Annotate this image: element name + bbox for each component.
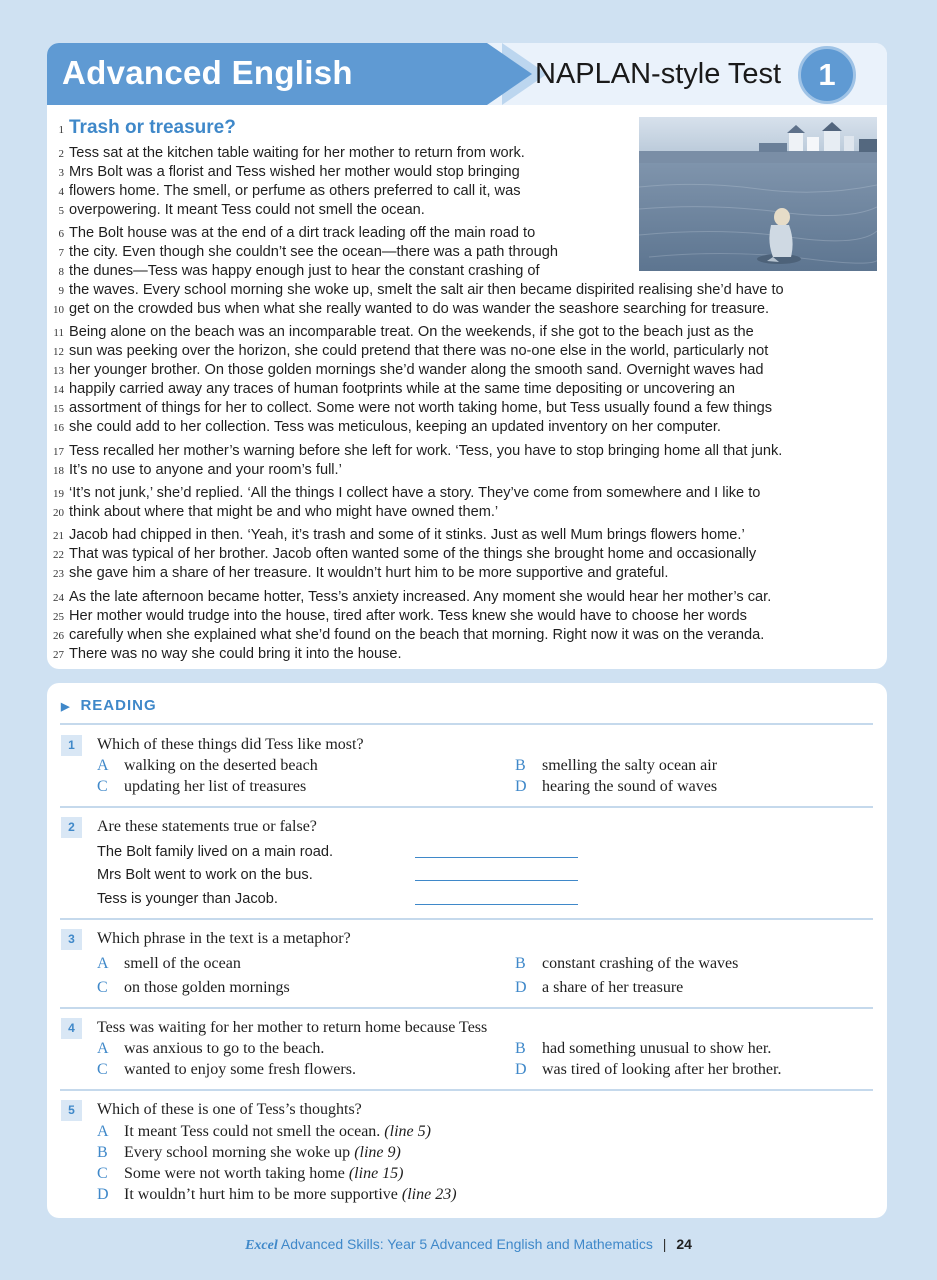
option-letter: C [97, 778, 108, 795]
line-text: Mrs Bolt was a florist and Tess wished her mother would stop bringing [69, 164, 520, 180]
divider [60, 1007, 873, 1009]
line-number: 5 [58, 205, 64, 217]
line-number: 22 [53, 549, 64, 561]
answer-option-c[interactable] [97, 1165, 404, 1183]
line-text: get on the crowded bus when what she really wanted to do was wander the seashore searching for treasure. [69, 301, 770, 317]
banner-chevron [487, 43, 532, 105]
line-number: 11 [53, 327, 64, 339]
line-number: 27 [53, 649, 64, 661]
option-letter: C [97, 1165, 108, 1182]
line-text: assortment of things for her to collect. Some were not worth taking home, but Tess usually found a few things [69, 400, 773, 416]
passage-line [47, 644, 402, 664]
line-text: think about where that might be and who might have owned them.’ [69, 504, 499, 520]
option-text: hearing the sound of waves [542, 778, 718, 795]
option-text: Some were not worth taking home [124, 1165, 345, 1182]
line-number: 13 [53, 365, 64, 377]
line-number: 1 [58, 124, 64, 136]
option-letter: B [515, 1040, 526, 1057]
line-number: 4 [58, 186, 64, 198]
question-text: Which phrase in the text is a metaphor? [97, 930, 351, 947]
option-letter: D [515, 979, 527, 996]
option-text: It meant Tess could not smell the ocean. [124, 1123, 381, 1140]
line-number: 24 [53, 592, 64, 604]
line-reference: (line 15) [348, 1165, 404, 1182]
answer-option-c[interactable] [97, 979, 290, 997]
option-text: had something unusual to show her. [542, 1040, 772, 1057]
line-text: That was typical of her brother. Jacob often wanted some of the things she brought home and occasionally [69, 546, 757, 562]
line-reference: (line 23) [401, 1186, 457, 1203]
line-reference: (line 9) [354, 1144, 401, 1161]
divider [60, 723, 873, 725]
line-text: Jacob had chipped in then. ‘Yeah, it’s trash and some of it stinks. Just as well Mum brings flowers home.’ [69, 527, 745, 543]
line-number: 18 [53, 465, 64, 477]
line-text: the waves. Every school morning she woke up, smelt the salt air then became dispirited realising she’d have to [69, 282, 784, 298]
line-number: 14 [53, 384, 64, 396]
passage-line [47, 360, 763, 380]
line-text: her younger brother. On those golden mornings she’d wander along the smooth sand. Overnight waves had [69, 362, 764, 378]
series-name: Advanced Skills: [280, 1236, 384, 1252]
option-text: wanted to enjoy some fresh flowers. [124, 1061, 356, 1078]
answer-option-d[interactable] [515, 778, 717, 796]
answer-option-b[interactable] [515, 955, 738, 973]
passage-line [47, 502, 498, 522]
question-text: Which of these things did Tess like most? [97, 736, 364, 753]
question-text: Tess was waiting for her mother to return home because Tess [97, 1019, 488, 1036]
line-number: 12 [53, 346, 64, 358]
divider [60, 918, 873, 920]
page-footer [0, 1236, 937, 1254]
line-number: 15 [53, 403, 64, 415]
passage-line [47, 143, 525, 163]
question-number: 1 [61, 735, 82, 756]
passage-line [47, 162, 520, 182]
beach-photo [639, 117, 877, 271]
answer-line[interactable] [415, 857, 578, 858]
line-text: happily carried away any traces of human footprints while at the same time depositing or uncovering an [69, 381, 735, 397]
divider [60, 1089, 873, 1091]
line-text: The Bolt house was at the end of a dirt track leading off the main road to [69, 225, 536, 241]
test-number-badge: 1 [798, 46, 856, 104]
page-number: 24 [676, 1236, 692, 1252]
line-number: 19 [53, 488, 64, 500]
line-text: As the late afternoon became hotter, Tess’s anxiety increased. Any moment she would hear her mother’s car. [69, 589, 772, 605]
line-reference: (line 5) [384, 1123, 431, 1140]
section-title: Advanced English [62, 54, 353, 91]
answer-option-d[interactable] [515, 1061, 781, 1079]
passage-line [47, 544, 756, 564]
line-text: ‘It’s not junk,’ she’d replied. ‘All the things I collect have a story. They’ve come from somewhere and I like to [69, 485, 761, 501]
line-text: the dunes—Tess was happy enough just to hear the constant crashing of [69, 263, 540, 279]
question-number: 5 [61, 1100, 82, 1121]
answer-option-b[interactable] [97, 1144, 401, 1162]
reading-card [47, 683, 887, 1218]
passage-line [47, 587, 771, 607]
line-number: 7 [58, 247, 64, 259]
answer-option-a[interactable] [97, 757, 318, 775]
option-text: walking on the deserted beach [124, 757, 318, 774]
passage-line [47, 525, 745, 545]
option-letter: B [515, 757, 526, 774]
question-text: Which of these is one of Tess’s thoughts? [97, 1101, 362, 1118]
line-number: 9 [58, 285, 64, 297]
option-letter: B [97, 1144, 108, 1161]
option-letter: A [97, 757, 109, 774]
option-letter: D [515, 1061, 527, 1078]
line-number: 3 [58, 167, 64, 179]
option-text: constant crashing of the waves [542, 955, 739, 972]
line-text: It’s no use to anyone and your room’s full.’ [69, 462, 342, 478]
line-text: carefully when she explained what she’d found on the beach that morning. Right now it was on the veranda. [69, 627, 765, 643]
passage-line [47, 223, 535, 243]
option-letter: A [97, 1123, 109, 1140]
statement-text: Tess is younger than Jacob. [97, 891, 278, 907]
line-number: 8 [58, 266, 64, 278]
option-letter: B [515, 955, 526, 972]
question-number: 3 [61, 929, 82, 950]
passage-line [47, 341, 768, 361]
option-letter: D [97, 1186, 109, 1203]
statement-text: Mrs Bolt went to work on the bus. [97, 867, 313, 883]
line-number: 25 [53, 611, 64, 623]
statement-text: The Bolt family lived on a main road. [97, 844, 334, 860]
passage-line [47, 200, 425, 220]
line-number: 2 [58, 148, 64, 160]
question-number: 2 [61, 817, 82, 838]
option-text: smell of the ocean [124, 955, 241, 972]
test-label: NAPLAN-style Test [535, 58, 782, 90]
option-letter: C [97, 1061, 108, 1078]
answer-option-a[interactable] [97, 1040, 324, 1058]
passage-line [47, 322, 754, 342]
passage-line [47, 441, 782, 461]
passage-line [47, 398, 772, 418]
passage-title: Trash or treasure? [69, 117, 236, 138]
passage-line [47, 625, 764, 645]
passage-line [47, 280, 784, 300]
book-title: Year 5 Advanced English and Mathematics [387, 1236, 653, 1252]
option-text: smelling the salty ocean air [542, 757, 718, 774]
line-text: the city. Even though she couldn’t see the ocean—there was a path through [69, 244, 558, 260]
line-number: 26 [53, 630, 64, 642]
answer-option-d[interactable] [515, 979, 683, 997]
line-number: 20 [53, 507, 64, 519]
option-text: was tired of looking after her brother. [542, 1061, 782, 1078]
beach-photo-image [639, 117, 877, 271]
line-number: 17 [53, 446, 64, 458]
line-text: Tess recalled her mother’s warning before she left for work. ‘Tess, you have to stop bringing home all that junk. [69, 443, 783, 459]
option-text: It wouldn’t hurt him to be more supportive [124, 1186, 398, 1203]
passage-line [47, 379, 735, 399]
line-text: sun was peeking over the horizon, she could pretend that there was no-one else in the world, particularly not [69, 343, 769, 359]
reading-heading [61, 697, 157, 714]
option-letter: A [97, 955, 109, 972]
divider [60, 806, 873, 808]
line-text: Tess sat at the kitchen table waiting for her mother to return from work. [69, 145, 525, 161]
question-text: Are these statements true or false? [97, 818, 317, 835]
passage-line [47, 483, 760, 503]
passage-line [47, 115, 236, 141]
line-number: 21 [53, 530, 64, 542]
line-number: 16 [53, 422, 64, 434]
line-text: Being alone on the beach was an incomparable treat. On the weekends, if she got to the beach just as the [69, 324, 754, 340]
answer-line[interactable] [415, 904, 578, 905]
passage-line [47, 417, 721, 437]
passage-line [47, 242, 558, 262]
brand-name: Excel [245, 1238, 278, 1253]
answer-option-c[interactable] [97, 778, 306, 796]
answer-option-c[interactable] [97, 1061, 356, 1079]
footer-separator: | [662, 1236, 667, 1252]
line-text: she could add to her collection. Tess was meticulous, keeping an updated inventory on her computer. [69, 419, 721, 435]
answer-option-a[interactable] [97, 955, 241, 973]
answer-option-b[interactable] [515, 757, 717, 775]
passage-line [47, 299, 769, 319]
play-triangle-icon: ▶ [61, 701, 71, 713]
line-text: There was no way she could bring it into the house. [69, 646, 402, 662]
line-text: flowers home. The smell, or perfume as others preferred to call it, was [69, 183, 521, 199]
header-banner [47, 43, 887, 105]
passage-line [47, 181, 521, 201]
passage-line [47, 261, 540, 281]
passage-line [47, 606, 747, 626]
passage-card [47, 43, 887, 669]
line-number: 23 [53, 568, 64, 580]
option-text: on those golden mornings [124, 979, 290, 996]
option-letter: D [515, 778, 527, 795]
line-text: overpowering. It meant Tess could not smell the ocean. [69, 202, 425, 218]
option-text: a share of her treasure [542, 979, 684, 996]
option-text: was anxious to go to the beach. [124, 1040, 325, 1057]
line-number: 6 [58, 228, 64, 240]
answer-line[interactable] [415, 880, 578, 881]
answer-option-a[interactable] [97, 1123, 431, 1141]
reading-heading-label: READING [80, 697, 157, 714]
line-text: Her mother would trudge into the house, tired after work. Tess knew she would have to choose her words [69, 608, 747, 624]
question-number: 4 [61, 1018, 82, 1039]
passage-line [47, 460, 342, 480]
option-text: updating her list of treasures [124, 778, 307, 795]
answer-option-d[interactable] [97, 1186, 457, 1204]
line-number: 10 [53, 304, 64, 316]
passage-line [47, 563, 668, 583]
option-text: Every school morning she woke up [124, 1144, 351, 1161]
line-text: she gave him a share of her treasure. It wouldn’t hurt him to be more supportive and grateful. [69, 565, 669, 581]
option-letter: C [97, 979, 108, 996]
answer-option-b[interactable] [515, 1040, 771, 1058]
option-letter: A [97, 1040, 109, 1057]
